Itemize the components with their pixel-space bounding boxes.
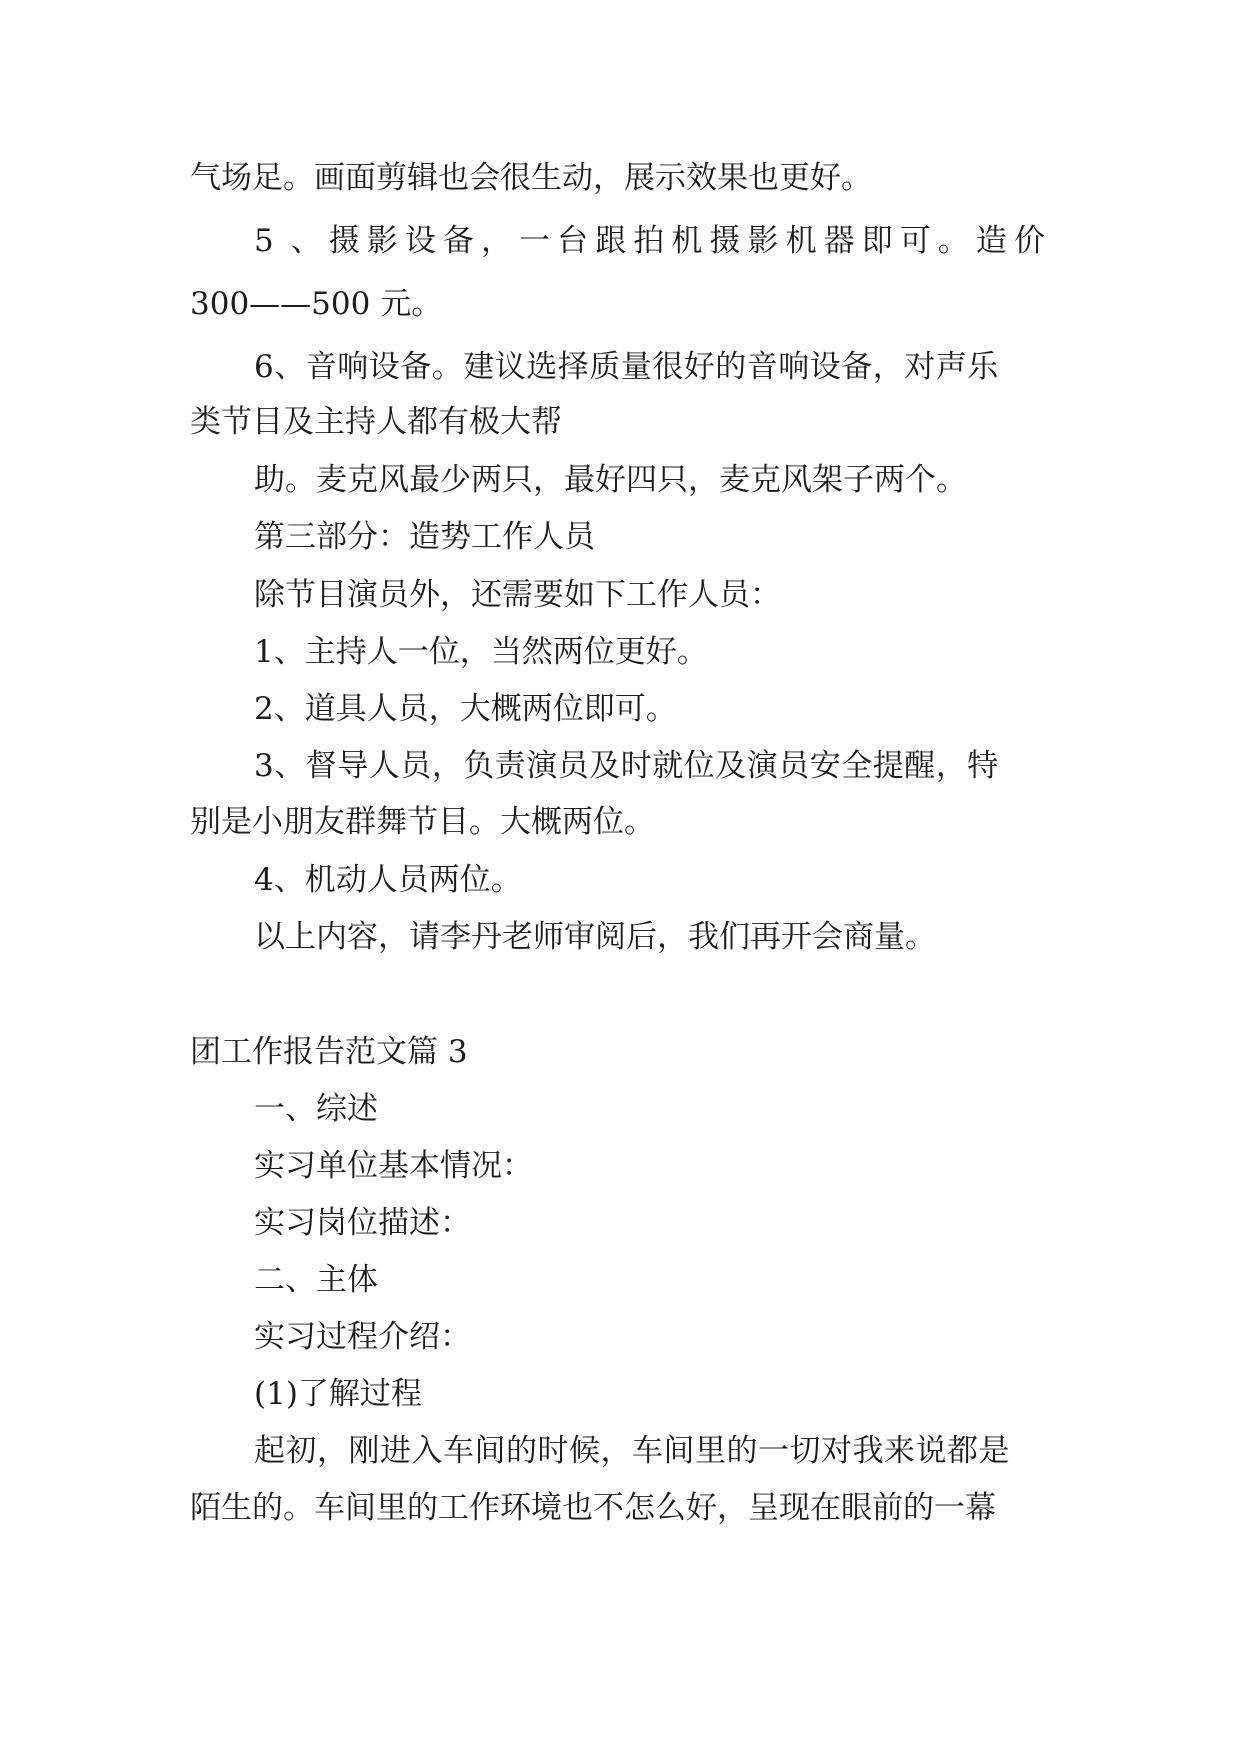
- paragraph-line: 气场足。画面剪辑也会很生动，展示效果也更好。: [190, 160, 872, 196]
- list-item: 2、道具人员，大概两位即可。: [254, 691, 677, 727]
- paragraph-line: 实习单位基本情况：: [254, 1148, 533, 1184]
- list-item: 3、督导人员，负责演员及时就位及演员安全提醒，特: [254, 748, 999, 784]
- paragraph-line: 5 、摄影设备，一台跟拍机摄影机器即可。造价: [254, 223, 1045, 259]
- paragraph-line: 300——500 元。: [190, 286, 443, 322]
- paragraph-line: 助。麦克风最少两只，最好四只，麦克风架子两个。: [254, 462, 967, 498]
- paragraph-line: 陌生的。车间里的工作环境也不怎么好，呈现在眼前的一幕: [190, 1490, 996, 1526]
- list-item: 1、主持人一位，当然两位更好。: [254, 634, 708, 670]
- paragraph-line: 类节目及主持人都有极大帮: [190, 404, 562, 440]
- paragraph-line: 别是小朋友群舞节目。大概两位。: [190, 804, 655, 840]
- section-heading: 第三部分：造势工作人员: [254, 519, 595, 555]
- article-title: 团工作报告范文篇 3: [190, 1034, 468, 1070]
- section-heading: 一、综述: [254, 1091, 378, 1127]
- paragraph-line: 实习岗位描述：: [254, 1205, 471, 1241]
- subsection-heading: (1)了解过程: [254, 1376, 422, 1412]
- paragraph-line: 以上内容，请李丹老师审阅后，我们再开会商量。: [254, 919, 936, 955]
- list-item: 4、机动人员两位。: [254, 862, 522, 898]
- paragraph-line: 起初，刚进入车间的时候，车间里的一切对我来说都是: [254, 1433, 1010, 1469]
- paragraph-line: 实习过程介绍：: [254, 1319, 471, 1355]
- paragraph-line: 除节目演员外，还需要如下工作人员：: [254, 577, 781, 613]
- section-heading: 二、主体: [254, 1262, 378, 1298]
- paragraph-line: 6、音响设备。建议选择质量很好的音响设备，对声乐: [254, 349, 999, 385]
